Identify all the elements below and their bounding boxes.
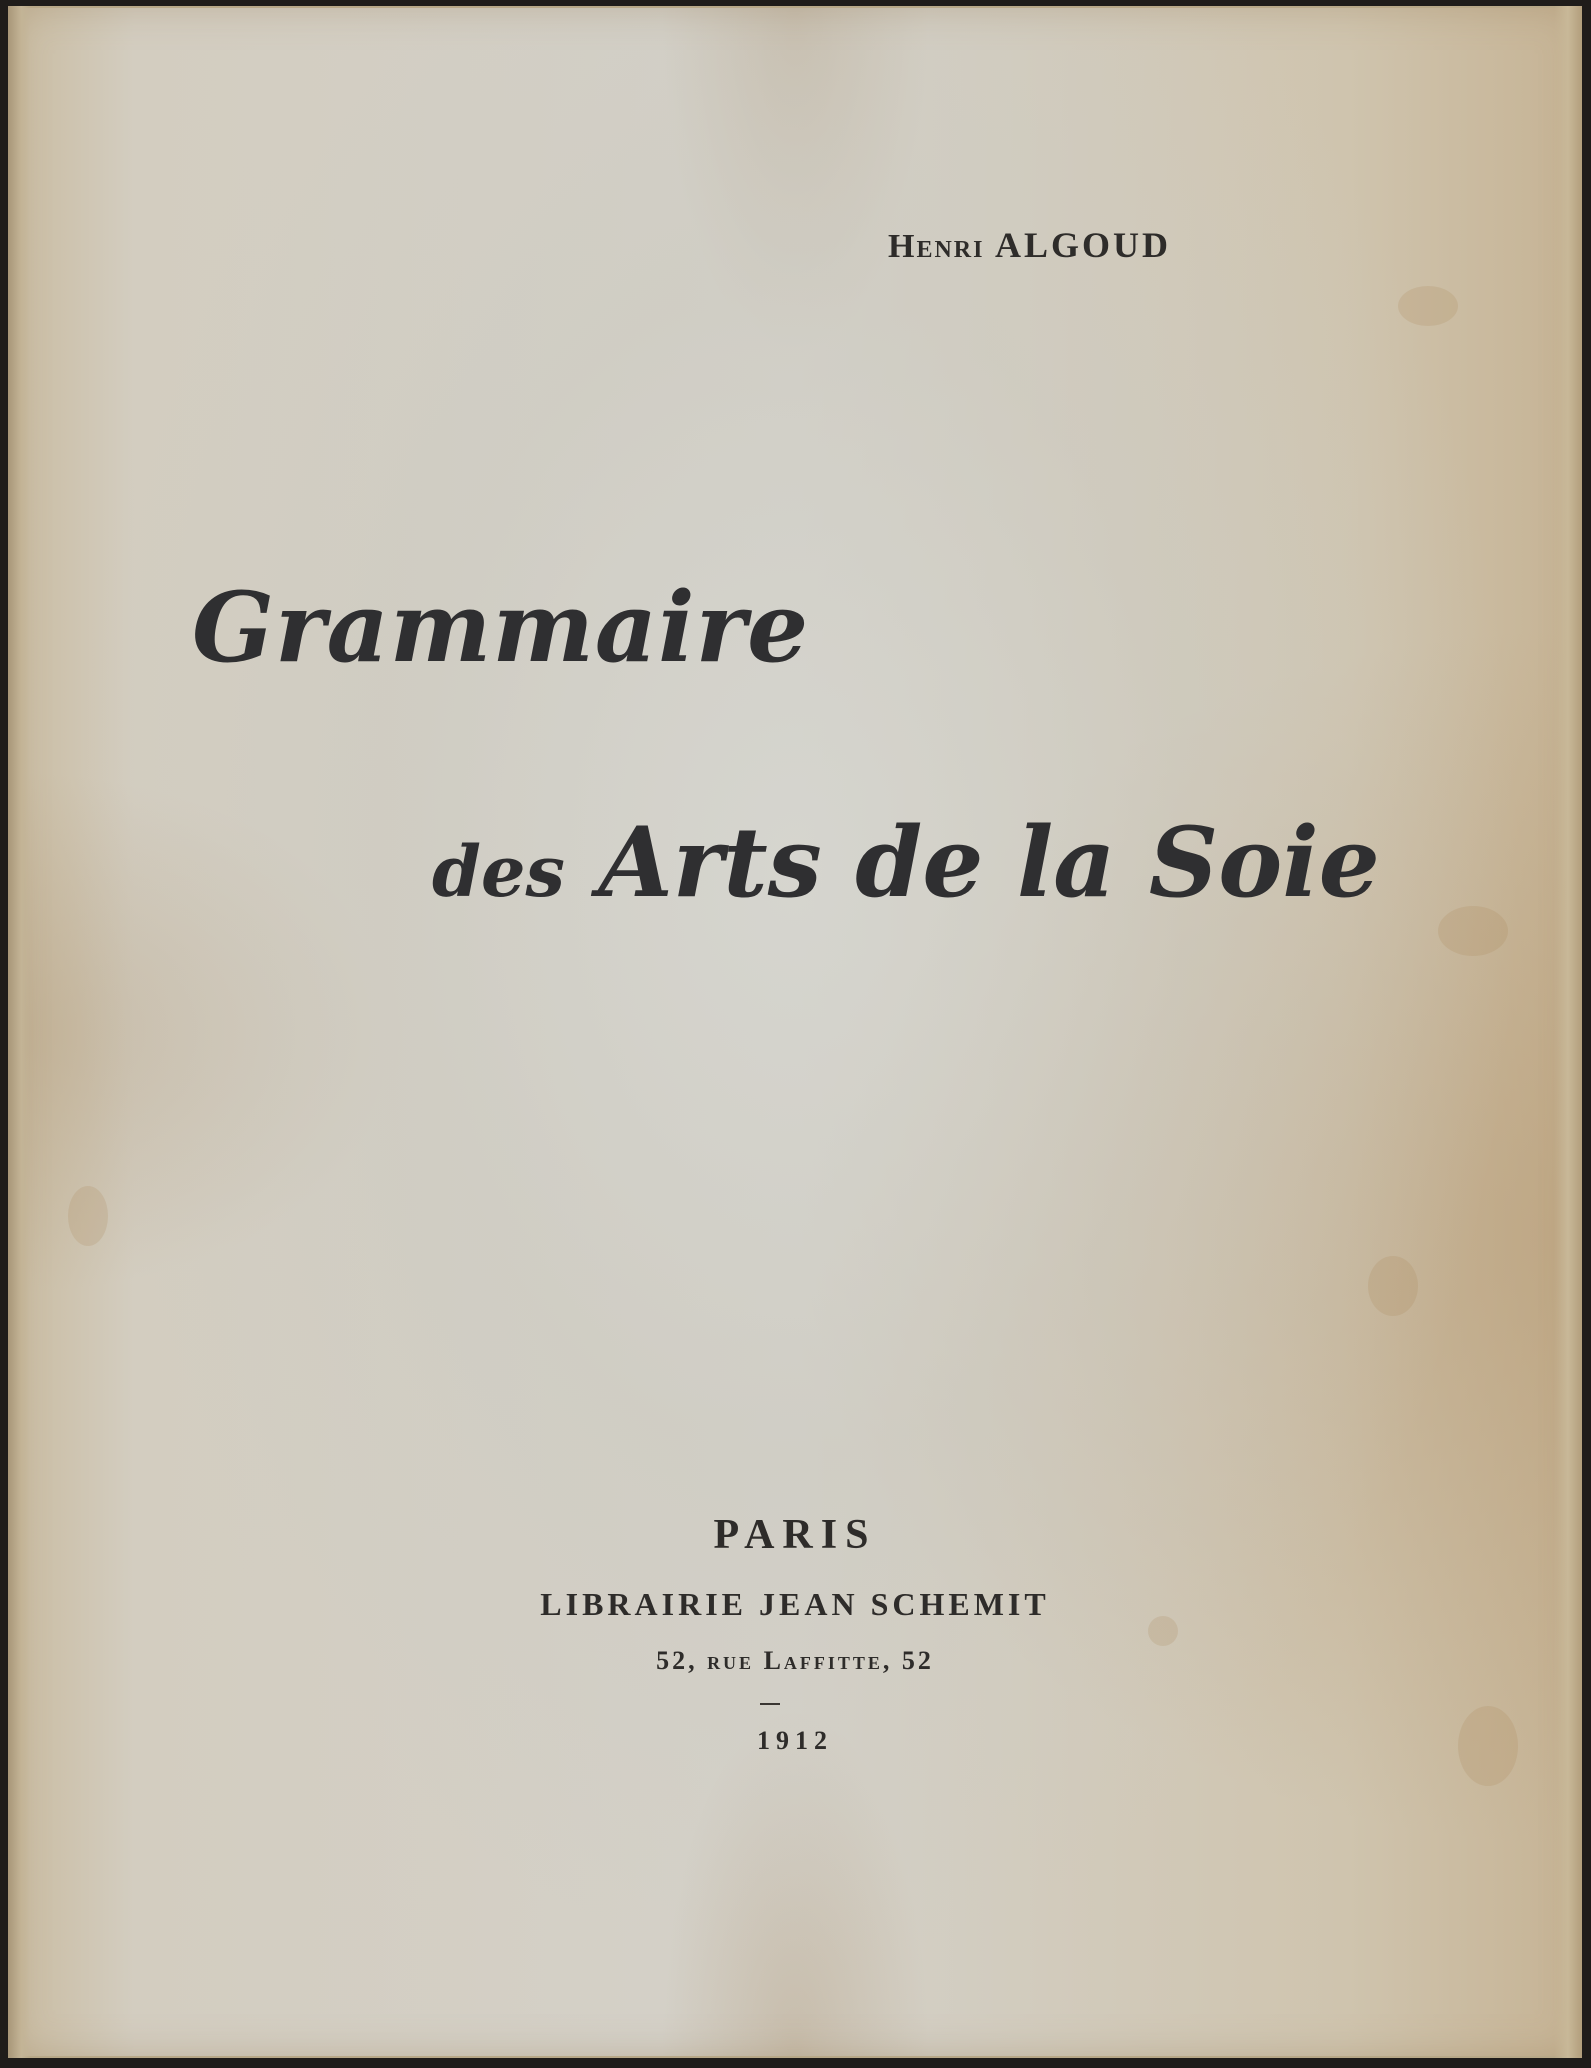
publication-city: PARIS <box>713 1512 877 1558</box>
publisher-address: 52, rue Laffitte, 52 <box>656 1646 934 1675</box>
author-given-name: Henri <box>888 228 985 265</box>
author-name <box>888 224 1308 266</box>
foxing-stain <box>1398 286 1458 326</box>
divider-rule <box>760 1703 780 1705</box>
author-surname: ALGOUD <box>994 225 1171 265</box>
title-line-2-prefix: des <box>432 830 565 913</box>
title-line-2 <box>432 806 1380 919</box>
foxing-stain <box>68 1186 108 1246</box>
book-cover <box>8 6 1582 2058</box>
title-line-2-main: Arts de la Soie <box>598 806 1380 919</box>
title-line-1: Grammaire <box>192 571 810 684</box>
foxing-stain <box>1368 1256 1418 1316</box>
publication-year: 1912 <box>757 1726 833 1755</box>
publisher-name: LIBRAIRIE JEAN SCHEMIT <box>540 1586 1050 1622</box>
foxing-stain <box>1438 906 1508 956</box>
